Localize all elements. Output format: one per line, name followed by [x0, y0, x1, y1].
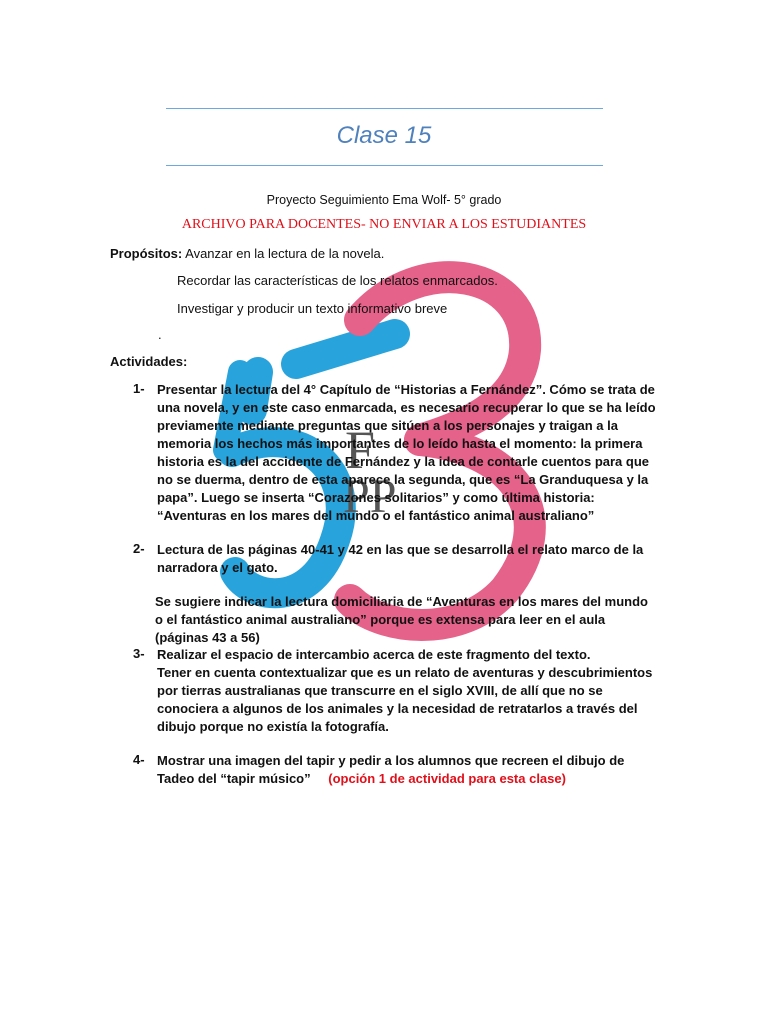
watermark-monogram-bottom: PP	[343, 470, 397, 523]
activity-3-note: Tener en cuenta contextualizar que es un relato de aventuras y descubrimientos por tierras australianas que transcurre en el siglo XVIII, de allí que no se conociera a algunos de los animales y la necesidad de retratarlos a través del dibujo porque no existía la fotografía.	[157, 665, 653, 734]
activity-2-note: Se sugiere indicar la lectura domiciliaria de “Aventuras en los mares del mundo o el fantástico animal australiano” porque es extensa para leer en el aula (páginas 43 a 56)	[155, 594, 648, 645]
project-subtitle: Proyecto Seguimiento Ema Wolf- 5° grado	[266, 193, 502, 207]
bottom-rule	[166, 165, 603, 166]
page-title: Clase 15	[336, 122, 432, 149]
activity-4-number: 4-	[133, 752, 145, 767]
activities-label: Actividades:	[110, 354, 188, 369]
activity-3-text: Realizar el espacio de intercambio acerca de este fragmento del texto.	[157, 647, 591, 662]
teacher-warning: ARCHIVO PARA DOCENTES- NO ENVIAR A LOS ESTUDIANTES	[181, 217, 587, 232]
purposes-label: Propósitos:	[110, 246, 183, 261]
activity-2-number: 2-	[133, 541, 145, 556]
trailing-dot: .	[158, 327, 162, 342]
purpose-item-1: Avanzar en la lectura de la novela.	[185, 246, 385, 261]
activity-3-number: 3-	[133, 646, 145, 661]
activity-1-number: 1-	[133, 381, 145, 396]
purposes-line	[110, 246, 384, 261]
activity-1-text: Presentar la lectura del 4° Capítulo de “Historias a Fernández”. Cómo se trata de una novela, y en este caso enmarcada, es necesario recuperar lo que se ha leído previamente mediante preguntas que sitúen a los personajes y traigan a la memoria los hechos más importantes de lo leído hasta el momento: la primera historia es la del accidente de Fernández y la idea de contarle cuentos para que no se duerma, dentro de esta aparece la segunda, que es “La Granduquesa y la papa”. Luego se inserta “Corazones solitarios” y como última historia: “Aventuras en los mares del mundo o el fantástico animal australiano”	[157, 382, 656, 523]
top-rule	[166, 108, 603, 109]
activity-4-text: Mostrar una imagen del tapir y pedir a los alumnos que recreen el dibujo de Tadeo del “tapir músico”	[157, 753, 625, 786]
activity-4-block	[157, 752, 657, 788]
watermark-monogram-top: F	[345, 420, 376, 480]
activity-4-highlight: (opción 1 de actividad para esta clase)	[328, 771, 566, 786]
purpose-item-3: Investigar y producir un texto informativo breve	[177, 301, 448, 316]
purpose-item-2: Recordar las características de los relatos enmarcados.	[177, 273, 498, 288]
activity-2-text: Lectura de las páginas 40-41 y 42 en las que se desarrolla el relato marco de la narradora y el gato.	[157, 542, 644, 575]
